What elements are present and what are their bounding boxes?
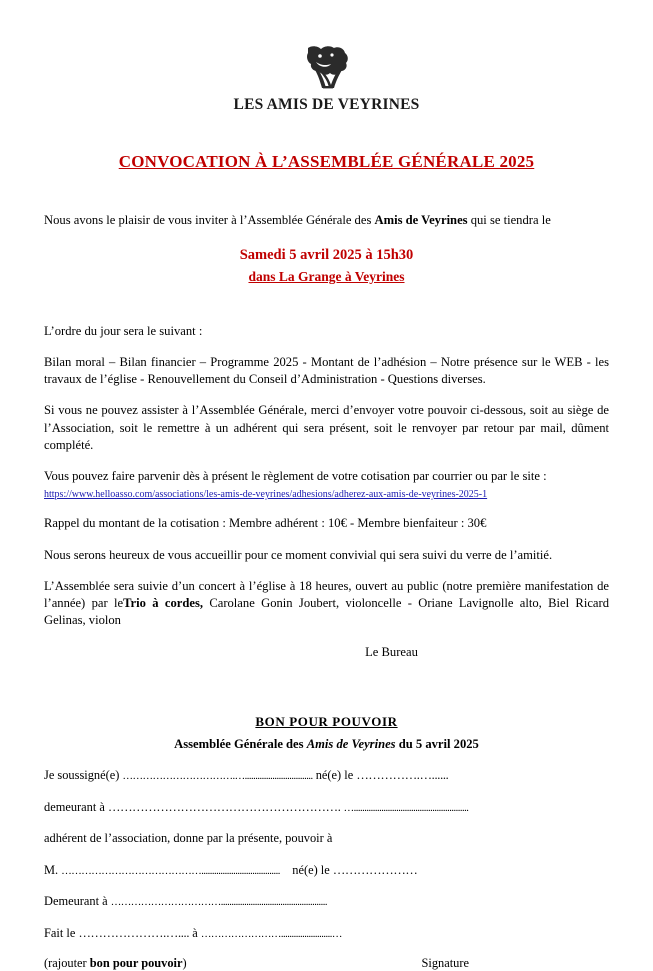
meeting-date: Samedi 5 avril 2025 à 15h30 <box>239 247 414 263</box>
undersigned-field[interactable]: …………………………….…................................ <box>122 771 313 783</box>
concert-after: Carolane Gonin Joubert, violoncelle - Oriane Lavignolle alto, Biel Ricard Gelinas, violon <box>44 595 609 627</box>
member-statement-label: adhérent de l’association, donne par la présente, pouvoir à <box>44 831 333 846</box>
proxy-holder-birthdate-label: né(e) le <box>292 862 330 877</box>
meeting-place: dans La Grange à Veyrines <box>248 269 405 284</box>
agenda-heading: L’ordre du jour sera le suivant : <box>44 324 203 338</box>
proxy-subtitle-org: Amis de Veyrines <box>306 737 396 752</box>
proxy-notice-paragraph: Si vous ne pouvez assister à l’Assemblée Générale, merci d’envoyer votre pouvoir ci-dessous, soit au siège de l’Association, soit le remettre à un adhérent qui sera présent, soit le renvoyer par retour par mail, dûment complété. <box>44 403 609 452</box>
address-field[interactable]: …………………………………………………. <box>108 799 341 814</box>
footer-note-after: ) <box>182 956 187 971</box>
address-label: demeurant à <box>44 799 105 814</box>
payment-paragraph <box>44 468 609 502</box>
proxy-holder-address-field[interactable]: …………………………….................................................. <box>110 897 328 909</box>
made-at-field[interactable]: ……………………........................… <box>200 928 342 940</box>
form-line-member-statement <box>44 830 609 846</box>
concert-before: L’Assemblée sera suivie d’un concert à l’église à 18 heures, ouvert au public (notre première manifestation de l’année) par le <box>44 578 609 610</box>
proxy-subtitle-after: du 5 avril 2025 <box>395 737 479 752</box>
intro-paragraph <box>44 212 609 229</box>
payment-text: Vous pouvez faire parvenir dès à présent le règlement de votre cotisation par courrier ou par le site : <box>44 468 547 483</box>
form-line-undersigned[interactable] <box>44 767 609 784</box>
concert-paragraph <box>44 578 609 629</box>
proxy-title: BON POUR POUVOIR <box>255 714 398 730</box>
proxy-subtitle-before: Assemblée Générale des <box>174 737 307 752</box>
undersigned-label: Je soussigné(e) <box>44 768 120 783</box>
made-at-label: à <box>192 925 198 940</box>
intro-org: Amis de Veyrines <box>374 213 468 227</box>
signature-label: Signature <box>421 956 469 971</box>
proxy-holder-field[interactable]: ……………………………………..................................... <box>61 865 280 877</box>
form-footer-row <box>44 956 609 971</box>
birthdate-label: né(e) le <box>315 768 354 783</box>
proxy-holder-address-label: Demeurant à <box>44 894 108 909</box>
intro-before: Nous avons le plaisir de vous inviter à l’Assemblée Générale des <box>44 213 375 227</box>
footer-note <box>44 956 187 971</box>
org-name: LES AMIS DE VEYRINES <box>233 96 420 113</box>
intro-after: qui se tiendra le <box>467 213 551 227</box>
form-line-proxy-holder-address[interactable] <box>44 893 609 910</box>
form-line-proxy-holder[interactable] <box>44 862 609 879</box>
agenda-items: Bilan moral – Bilan financier – Programme 2025 - Montant de l’adhésion – Notre présence sur le WEB - les travaux de l’église - Renouvellement du Conseil d’Administration - Questions diverses. <box>44 355 609 387</box>
helloasso-link[interactable]: https://www.helloasso.com/associations/les-amis-de-veyrines/adhesions/adherez-aux-amis-de-veyrines-2025-1 <box>44 488 488 500</box>
concert-trio-label: Trio à cordes, <box>123 595 203 610</box>
fees-paragraph: Rappel du montant de la cotisation : Membre adhérent : 10€ - Membre bienfaiteur : 30€ <box>44 516 487 531</box>
coat-of-arms-icon <box>298 44 356 92</box>
footer-note-bold: bon pour pouvoir <box>89 956 183 971</box>
proxy-subtitle <box>44 737 609 752</box>
form-line-date-place[interactable] <box>44 925 609 942</box>
address-field-cont[interactable]: …...................................................... <box>343 802 469 814</box>
welcome-paragraph: Nous serons heureux de vous accueillir pour ce moment convivial qui sera suivi du verre de l’amitié. <box>44 547 553 562</box>
proxy-holder-birthdate-field[interactable]: ………………… <box>332 862 418 877</box>
birthdate-field[interactable]: …………….…...... <box>356 768 449 783</box>
proxy-holder-label: M. <box>44 862 59 877</box>
logo-block <box>44 44 609 114</box>
form-line-address[interactable] <box>44 799 609 816</box>
made-on-label: Fait le <box>44 925 76 940</box>
page-title: CONVOCATION À L’ASSEMBLÉE GÉNÉRALE 2025 <box>118 152 535 171</box>
made-on-field[interactable]: ………………….….... <box>78 925 190 940</box>
signoff: Le Bureau <box>365 645 418 660</box>
footer-note-before: (rajouter <box>44 956 90 971</box>
